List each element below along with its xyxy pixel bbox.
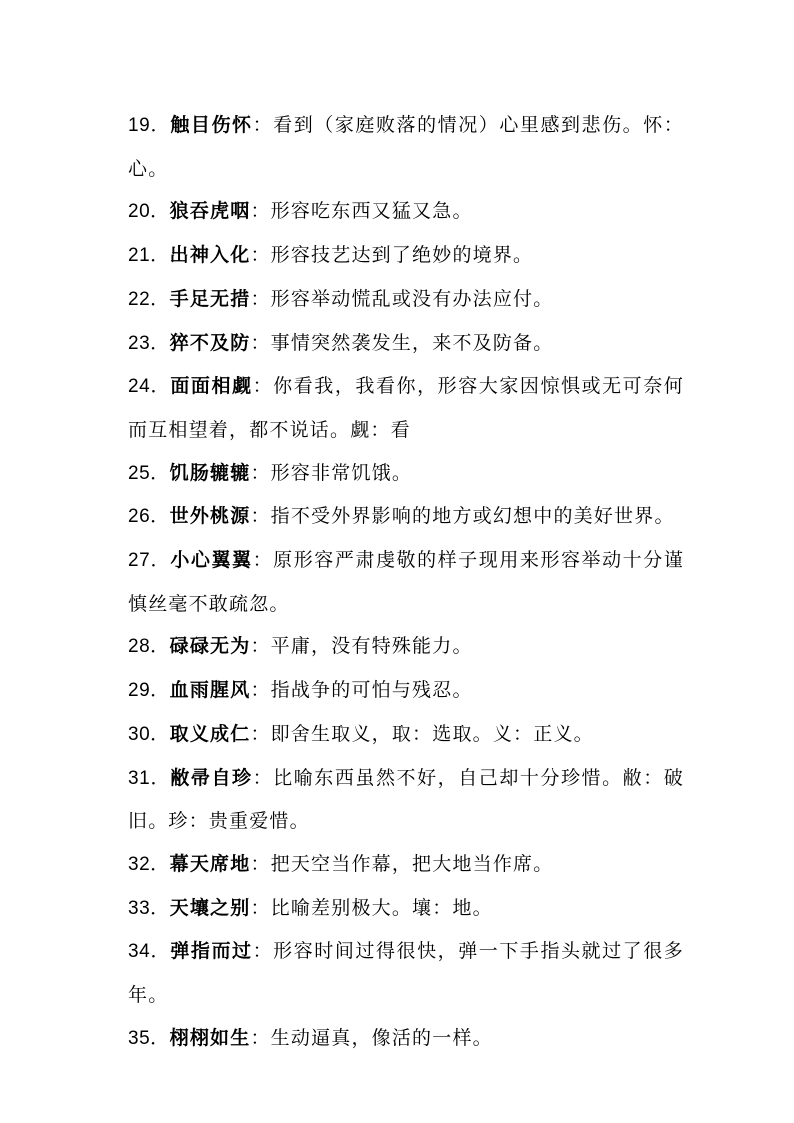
entry-number: 30． [128,723,170,745]
idiom-definition: ：生动逼真，像活的一样。 [250,1026,493,1049]
idiom-entry-35 [128,1017,684,1061]
idiom-entry-22 [128,278,684,322]
entry-number: 28． [128,636,170,658]
idiom-definition: ：形容举动慌乱或没有办法应付。 [250,287,554,310]
idiom-term: 触目伤怀 [170,114,253,136]
idiom-term: 小心翼翼 [170,549,253,572]
idiom-definition: ：你看我，我看你，形容大家因惊惧或无可奈何而互相望着，都不说话。觑：看 [128,375,684,441]
idiom-definition: ：平庸，没有特殊能力。 [250,635,473,658]
entry-number: 27． [128,550,171,572]
idiom-entry-27 [128,539,684,625]
entry-number: 34． [128,941,171,963]
idiom-entry-30 [128,713,684,757]
idiom-entry-31 [128,757,684,843]
idiom-term: 面面相觑 [170,375,253,398]
idiom-term: 猝不及防 [169,331,251,354]
entry-number: 26． [128,506,170,528]
idiom-definition: ：比喻东西虽然不好，自己却十分珍惜。敝：破旧。珍：贵重爱惜。 [128,766,684,833]
idiom-definition: ：形容非常饥饿。 [250,461,413,484]
entry-number: 23． [128,332,170,354]
idiom-term: 饥肠辘辘 [169,461,251,484]
idiom-entry-33 [128,887,684,931]
idiom-term: 碌碌无为 [169,635,251,658]
idiom-term: 手足无措 [169,287,251,310]
entry-number: 21． [128,245,170,267]
idiom-definition: ：原形容严肃虔敬的样子现用来形容举动十分谨慎丝毫不敢疏忽。 [128,549,684,615]
idiom-definition: ：事情突然袭发生，来不及防备。 [250,331,554,354]
entry-number: 22． [128,288,170,310]
entry-number: 25． [128,462,170,484]
entry-number: 31． [128,767,171,789]
idiom-term: 世外桃源 [169,505,251,528]
idiom-term: 取义成仁 [169,722,251,745]
idiom-entry-34 [128,930,684,1016]
idiom-entry-23 [128,322,684,366]
idiom-entry-26 [128,495,684,539]
idiom-definition: ：即舍生取义，取：选取。义：正义。 [250,722,594,745]
entry-number: 29． [128,680,170,702]
idiom-term: 弹指而过 [170,940,253,963]
idiom-list [128,104,684,1060]
idiom-term: 血雨腥风 [169,679,251,702]
idiom-term: 狼吞虎咽 [169,200,251,223]
idiom-entry-25 [128,452,684,496]
idiom-entry-29 [128,669,684,713]
idiom-definition: ：形容时间过得很快，弹一下手指头就过了很多年。 [128,940,684,1007]
entry-number: 32． [128,853,170,875]
idiom-definition: ：形容吃东西又猛又急。 [250,200,473,223]
entry-number: 35． [128,1027,170,1049]
idiom-entry-20 [128,190,684,234]
idiom-entry-32 [128,843,684,887]
entry-number: 20． [128,201,170,223]
idiom-term: 天壤之别 [169,896,251,919]
idiom-definition: ：指战争的可怕与残忍。 [250,679,473,702]
idiom-entry-19 [128,104,684,190]
idiom-definition: ：指不受外界影响的地方或幻想中的美好世界。 [250,505,675,528]
idiom-entry-24 [128,365,684,451]
idiom-term: 敝帚自珍 [170,766,253,789]
entry-number: 19． [128,115,171,136]
idiom-definition: ：比喻差别极大。壤：地。 [250,896,493,919]
idiom-term: 栩栩如生 [169,1026,251,1049]
idiom-definition: ：形容技艺达到了绝妙的境界。 [250,244,534,267]
idiom-entry-28 [128,625,684,669]
idiom-definition: ：看到（家庭败落的情况）心里感到悲伤。怀：心。 [128,114,684,180]
idiom-term: 幕天席地 [169,852,251,875]
idiom-term: 出神入化 [169,244,251,267]
idiom-definition: ：把天空当作幕，把大地当作席。 [250,852,554,875]
entry-number: 33． [128,897,170,919]
idiom-entry-21 [128,234,684,278]
entry-number: 24． [128,376,171,398]
